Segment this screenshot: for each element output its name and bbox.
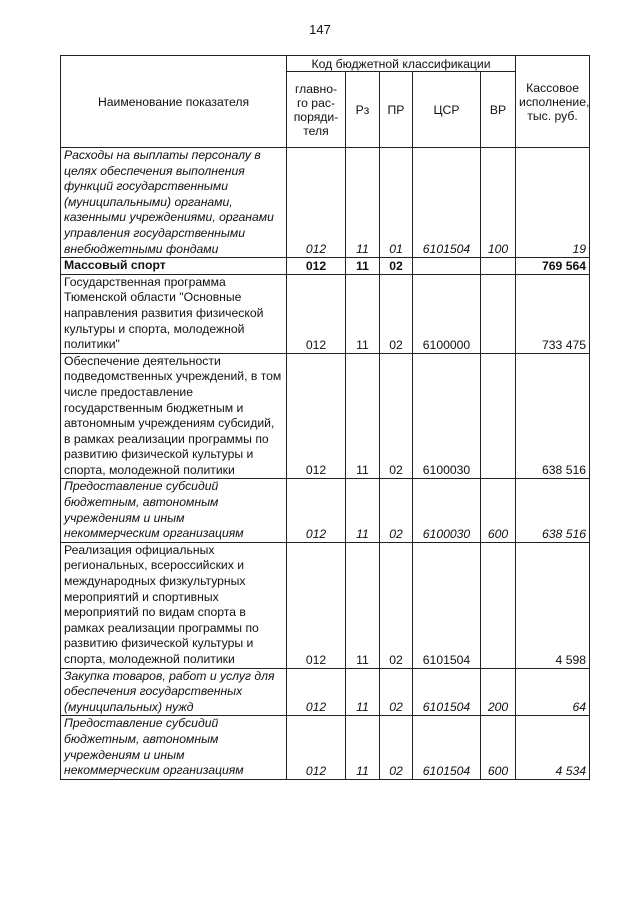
cell-pr: 02: [380, 479, 413, 542]
header-pr: ПР: [380, 72, 413, 148]
cell-rz: 11: [346, 353, 380, 479]
cell-name: Расходы на выплаты персоналу в целях обеспечения выполнения функций государственными (муниципальными) органами, казенными учреждениями, органами управления государственными внебюджетными фондами: [61, 148, 287, 258]
cell-amount: 4 598: [516, 542, 590, 668]
cell-glavny: 012: [287, 353, 346, 479]
cell-rz: 11: [346, 716, 380, 779]
table-row: [61, 716, 590, 779]
cell-csr: 6100000: [413, 274, 481, 353]
table-row: [61, 542, 590, 668]
cell-rz: 11: [346, 258, 380, 275]
cell-glavny: 012: [287, 258, 346, 275]
cell-name: Предоставление субсидий бюджетным, автономным учреждениям и иным некоммерческим организациям: [61, 716, 287, 779]
table-row: [61, 668, 590, 716]
table-row: [61, 479, 590, 542]
table-row: [61, 274, 590, 353]
cell-glavny: 012: [287, 274, 346, 353]
header-rz: Рз: [346, 72, 380, 148]
header-name: Наименование показателя: [61, 56, 287, 148]
cell-rz: 11: [346, 148, 380, 258]
cell-csr: 6101504: [413, 668, 481, 716]
cell-rz: 11: [346, 668, 380, 716]
cell-name: Реализация официальных региональных, всероссийских и международных физкультурных мероприятий и спортивных мероприятий по видам спорта в рамках реализации программы по развитию физической культуры и спорта, молодежной политики: [61, 542, 287, 668]
cell-vr: [481, 542, 516, 668]
cell-amount: 64: [516, 668, 590, 716]
cell-glavny: 012: [287, 716, 346, 779]
header-vr: ВР: [481, 72, 516, 148]
cell-rz: 11: [346, 274, 380, 353]
cell-amount: 19: [516, 148, 590, 258]
cell-csr: 6101504: [413, 542, 481, 668]
cell-pr: 01: [380, 148, 413, 258]
cell-name: Обеспечение деятельности подведомственных учреждений, в том числе предоставление государственным бюджетным и автономным учреждениям субсидий, в рамках реализации программы по развитию физической культуры и спорта, молодежной политики: [61, 353, 287, 479]
cell-rz: 11: [346, 479, 380, 542]
cell-amount: 4 534: [516, 716, 590, 779]
cell-pr: 02: [380, 542, 413, 668]
header-code-group: Код бюджетной классификации: [287, 56, 516, 72]
cell-amount: 638 516: [516, 479, 590, 542]
cell-amount: 638 516: [516, 353, 590, 479]
cell-vr: 100: [481, 148, 516, 258]
header-csr: ЦСР: [413, 72, 481, 148]
table-row: [61, 353, 590, 479]
cell-amount: 769 564: [516, 258, 590, 275]
cell-pr: 02: [380, 274, 413, 353]
cell-vr: [481, 274, 516, 353]
cell-name: Предоставление субсидий бюджетным, автономным учреждениям и иным некоммерческим организациям: [61, 479, 287, 542]
cell-amount: 733 475: [516, 274, 590, 353]
cell-pr: 02: [380, 668, 413, 716]
cell-vr: 600: [481, 716, 516, 779]
budget-table: [60, 55, 590, 780]
cell-csr: 6101504: [413, 148, 481, 258]
header-amount: Кассовое исполнение, тыс. руб.: [516, 56, 590, 148]
header-glavny: главно-го рас-поряди-теля: [287, 72, 346, 148]
cell-glavny: 012: [287, 479, 346, 542]
cell-pr: 02: [380, 716, 413, 779]
cell-pr: 02: [380, 353, 413, 479]
cell-csr: 6100030: [413, 479, 481, 542]
cell-glavny: 012: [287, 148, 346, 258]
cell-vr: 200: [481, 668, 516, 716]
cell-glavny: 012: [287, 542, 346, 668]
page-number: 147: [309, 22, 331, 37]
cell-pr: 02: [380, 258, 413, 275]
cell-name: Государственная программа Тюменской области "Основные направления развития физической культуры и спорта, молодежной политики": [61, 274, 287, 353]
table-row: [61, 148, 590, 258]
cell-csr: 6100030: [413, 353, 481, 479]
cell-csr: 6101504: [413, 716, 481, 779]
table-body: [61, 148, 590, 780]
cell-rz: 11: [346, 542, 380, 668]
cell-name: Массовый спорт: [61, 258, 287, 275]
cell-vr: [481, 353, 516, 479]
table-row: [61, 258, 590, 275]
cell-name: Закупка товаров, работ и услуг для обеспечения государственных (муниципальных) нужд: [61, 668, 287, 716]
cell-csr: [413, 258, 481, 275]
cell-glavny: 012: [287, 668, 346, 716]
cell-vr: 600: [481, 479, 516, 542]
cell-vr: [481, 258, 516, 275]
